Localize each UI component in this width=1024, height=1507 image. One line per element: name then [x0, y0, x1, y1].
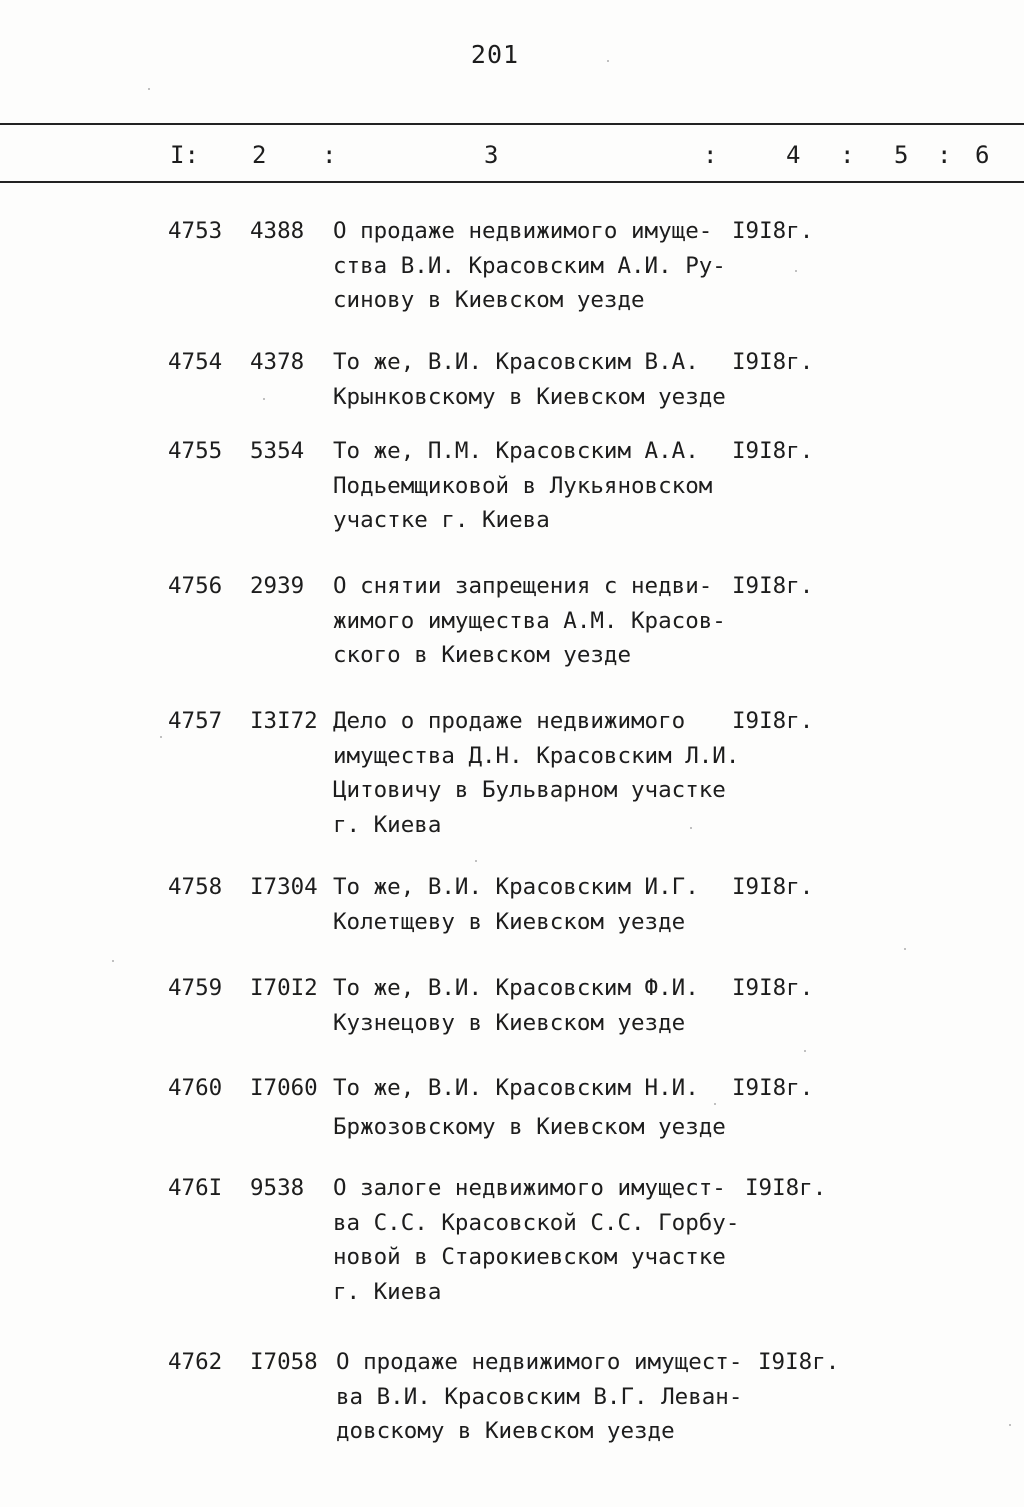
entry-year: I9I8г. — [732, 874, 814, 900]
header-col-1: I: — [170, 141, 199, 169]
header-separator: : — [937, 141, 952, 169]
entry-number: 4762 — [168, 1349, 223, 1375]
description-line: Цитовичу в Бульварном участке — [333, 777, 726, 803]
entry-number: 4756 — [168, 573, 223, 599]
description-line: синову в Киевском уезде — [333, 287, 645, 313]
entry-number: 4758 — [168, 874, 223, 900]
scan-speck — [263, 398, 265, 400]
header-bottom-rule — [0, 181, 1024, 183]
description-line: То же, В.И. Красовским В.А. — [333, 349, 699, 375]
entry-description — [333, 345, 726, 414]
entry-description — [333, 1071, 726, 1144]
description-line: Бржозовскому в Киевском уезде — [333, 1113, 726, 1140]
header-separator: : — [840, 141, 855, 169]
entry-description — [336, 1345, 742, 1449]
header-separator: : — [703, 141, 718, 169]
description-line: Кузнецову в Киевском уезде — [333, 1009, 686, 1036]
entry-file-number: I3I72 — [250, 708, 318, 734]
scan-speck — [690, 827, 692, 829]
entry-file-number: I7304 — [250, 874, 318, 900]
description-line: новой в Старокиевском участке — [333, 1244, 726, 1270]
entry-number: 4755 — [168, 438, 223, 464]
description-line: жимого имущества А.М. Красов- — [333, 607, 726, 634]
entry-file-number: I7058 — [250, 1349, 318, 1375]
header-col-3: 3 — [484, 141, 499, 169]
entry-description — [333, 971, 699, 1040]
entry-year: I9I8г. — [732, 438, 814, 464]
scan-speck — [148, 88, 150, 90]
entry-file-number: I70I2 — [250, 975, 318, 1001]
description-line: участке г. Киева — [333, 507, 550, 533]
scan-speck — [1009, 1424, 1011, 1426]
description-line: То же, В.И. Красовским Н.И. — [333, 1075, 699, 1101]
description-line: г. Киева — [333, 1278, 442, 1305]
description-line: г. Киева — [333, 811, 442, 838]
scan-speck — [607, 60, 609, 62]
entry-year: I9I8г. — [745, 1175, 827, 1201]
entry-year: I9I8г. — [732, 573, 814, 599]
entry-year: I9I8г. — [732, 708, 814, 734]
description-line: Подьемщиковой в Лукьяновском — [333, 472, 713, 499]
description-line: ства В.И. Красовским А.И. Ру- — [333, 252, 726, 279]
entry-description — [333, 870, 699, 939]
entry-description — [333, 1171, 739, 1309]
scan-speck — [804, 1050, 806, 1052]
entry-number: 476I — [168, 1175, 223, 1201]
entry-number: 4760 — [168, 1075, 223, 1101]
entry-number: 4757 — [168, 708, 223, 734]
scan-speck — [904, 948, 906, 950]
description-line: Колетщеву в Киевском уезде — [333, 908, 686, 935]
entry-file-number: 4378 — [250, 349, 305, 375]
entry-number: 4753 — [168, 218, 223, 244]
header-col-5: 5 — [894, 141, 909, 169]
description-line: Дело о продаже недвижимого — [333, 708, 686, 734]
description-line: ского в Киевском уезде — [333, 642, 632, 668]
entry-file-number: 5354 — [250, 438, 305, 464]
entry-year: I9I8г. — [732, 975, 814, 1001]
entry-description — [333, 704, 739, 842]
description-line: О снятии запрещения с недви- — [333, 573, 713, 599]
entry-year: I9I8г. — [758, 1349, 840, 1375]
entry-year: I9I8г. — [732, 218, 814, 244]
description-line: О продаже недвижимого имуще- — [333, 218, 713, 244]
header-separator: : — [322, 141, 337, 169]
header-top-rule — [0, 123, 1024, 125]
entry-file-number: 9538 — [250, 1175, 305, 1201]
entry-description — [333, 569, 726, 673]
entry-description — [333, 214, 726, 318]
scan-speck — [475, 860, 477, 862]
scan-speck — [714, 1103, 716, 1105]
description-line: ва В.И. Красовским В.Г. Леван- — [336, 1383, 743, 1410]
scan-speck — [795, 270, 797, 272]
entry-number: 4759 — [168, 975, 223, 1001]
description-line: То же, В.И. Красовским И.Г. — [333, 874, 699, 900]
header-col-2: 2 — [252, 141, 267, 169]
scan-speck — [160, 736, 162, 738]
description-line: О залоге недвижимого имущест- — [333, 1175, 726, 1201]
page-number: 201 — [470, 40, 520, 69]
entry-file-number: 4388 — [250, 218, 305, 244]
entry-year: I9I8г. — [732, 349, 814, 375]
description-line: То же, П.М. Красовским А.А. — [333, 438, 699, 464]
entry-number: 4754 — [168, 349, 223, 375]
description-line: Крынковскому в Киевском уезде — [333, 383, 726, 410]
header-col-4: 4 — [786, 141, 801, 169]
description-line: довскому в Киевском уезде — [336, 1418, 675, 1444]
description-line: О продаже недвижимого имущест- — [336, 1349, 743, 1375]
entry-description — [333, 434, 712, 538]
entry-year: I9I8г. — [732, 1075, 814, 1101]
entry-file-number: I7060 — [250, 1075, 318, 1101]
header-col-6: 6 — [975, 141, 990, 169]
description-line: То же, В.И. Красовским Ф.И. — [333, 975, 699, 1001]
entry-file-number: 2939 — [250, 573, 305, 599]
description-line: ва С.С. Красовской С.С. Горбу- — [333, 1209, 740, 1236]
description-line: имущества Д.Н. Красовским Л.И. — [333, 742, 740, 769]
scan-speck — [112, 960, 114, 962]
